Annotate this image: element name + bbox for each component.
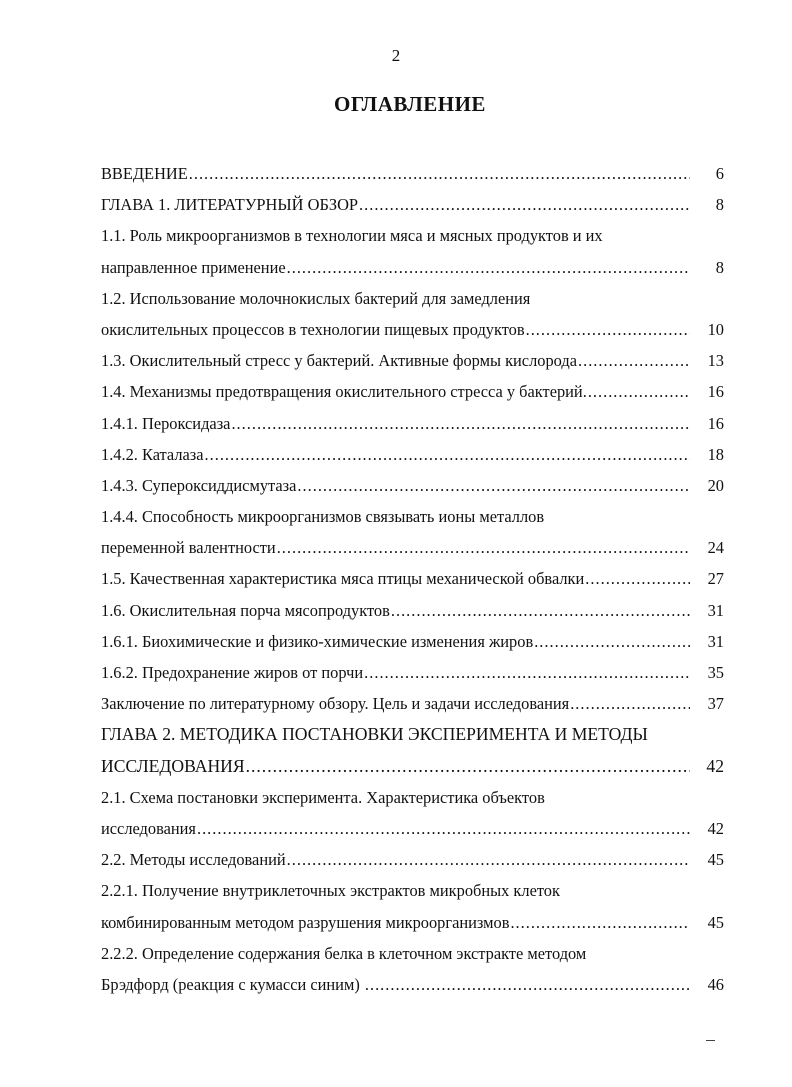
toc-entry-line [101,532,724,563]
toc-entry-text: комбинированным методом разрушения микроорганизмов [101,912,510,932]
toc-page-number: 6 [715,164,724,183]
toc-leader-dots [287,252,690,283]
toc-entry-line [101,220,724,251]
toc-entry-line [101,657,724,688]
toc-leader-dots [534,626,690,657]
toc-entry-text: 2.2.1. Получение внутриклеточных экстрактов микробных клеток [101,881,560,901]
page-title: ОГЛАВЛЕНИЕ [334,92,486,116]
toc-page-number: 18 [707,444,724,464]
toc-page-number: 46 [707,974,724,994]
toc-page-number: 35 [707,663,724,682]
toc-entry-text: 1.6. Окислительная порча мясопродуктов [101,600,390,620]
toc-entry-line [101,969,724,1000]
toc-entry-text: 1.1. Роль микроорганизмов в технологии мяса и мясных продуктов и их [101,226,603,246]
toc-entry-text: 1.4.2. Каталаза [101,444,204,464]
toc-page-number: 16 [707,413,724,433]
toc-leader-dots [391,595,690,626]
toc-entry-line [101,875,724,906]
toc-leader-dots [197,813,690,844]
toc-page-number: 20 [707,475,724,495]
toc-entry-text: 1.4.3. Супероксиддисмутаза [101,475,297,495]
toc-entry-line [101,595,724,626]
toc-entry-line [101,408,724,439]
toc-page-number: 24 [707,538,724,558]
toc-entry-line [101,907,724,938]
toc-leader-dots [570,688,690,719]
toc-entry-line [101,470,724,501]
toc-leader-dots [365,969,690,1000]
toc-page-number: 8 [715,195,724,215]
toc-entry-line [101,189,724,220]
toc-page-number: 42 [707,818,724,838]
toc-entry-line [101,252,724,283]
toc-entry-line [101,626,724,657]
toc-entry-text: ВВЕДЕНИЕ [101,164,188,183]
toc-page-number: 13 [707,351,724,371]
toc-page-number: 27 [707,569,724,589]
toc-entry-text: 1.6.2. Предохранение жиров от порчи [101,663,364,682]
toc-entry-text: 1.5. Качественная характеристика мяса птицы механической обвалки [101,569,585,589]
toc-entry-line [101,345,724,376]
toc-entry-text: 1.2. Использование молочнокислых бактерий для замедления [101,288,531,308]
table-of-contents [101,158,724,1000]
toc-leader-dots [578,345,690,376]
toc-entry-line [101,314,724,345]
toc-page-number: 31 [707,631,724,651]
toc-leader-dots [287,844,690,875]
toc-entry-line [101,813,724,844]
toc-leader-dots [231,408,690,439]
toc-entry-text: 1.4. Механизмы предотвращения окислительного стресса у бактерий. [101,382,587,402]
toc-entry-text: 2.1. Схема постановки эксперимента. Характеристика объектов [101,787,545,807]
toc-entry-text: 1.4.1. Пероксидаза [101,413,231,433]
toc-entry-text: Заключение по литературному обзору. Цель и задачи исследования [101,694,570,714]
toc-entry-line [101,376,724,407]
toc-entry-line [101,751,724,782]
toc-page-number: 8 [715,257,724,277]
toc-entry-line [101,938,724,969]
toc-entry-text: исследования [101,818,196,838]
toc-page-number: 16 [707,382,724,402]
toc-leader-dots [526,314,690,345]
toc-entry-line [101,688,724,719]
toc-entry-text: направленное применение [101,257,286,277]
toc-entry-line [101,501,724,532]
toc-leader-dots [246,751,690,782]
page-number: 2 [391,46,401,65]
toc-entry-line [101,719,724,750]
toc-page-number: 10 [707,319,724,339]
toc-entry-line [101,158,724,189]
toc-entry-text: 1.3. Окислительный стресс у бактерий. Активные формы кислорода [101,351,577,371]
toc-entry-line [101,439,724,470]
toc-leader-dots [585,563,690,594]
toc-leader-dots [588,376,690,407]
toc-leader-dots [359,189,690,220]
toc-entry-text: ГЛАВА 2. МЕТОДИКА ПОСТАНОВКИ ЭКСПЕРИМЕНТА И МЕТОДЫ [101,724,648,745]
toc-page-number: 31 [707,600,724,620]
toc-entry-text: окислительных процессов в технологии пищевых продуктов [101,319,525,339]
toc-page-number: 37 [707,694,724,714]
toc-entry-text: Брэдфорд (реакция с кумасси синим) [101,974,364,994]
toc-entry-text: 2.2.2. Определение содержания белка в клеточном экстракте методом [101,943,587,963]
toc-entry-text: 1.4.4. Способность микроорганизмов связывать ионы металлов [101,507,545,527]
toc-page-number: 42 [706,755,724,776]
toc-page-number: 45 [707,912,724,932]
toc-entry-line [101,283,724,314]
toc-entry-line [101,563,724,594]
corner-mark [706,1040,715,1041]
toc-leader-dots [364,657,690,688]
toc-entry-line [101,782,724,813]
toc-entry-text: ИССЛЕДОВАНИЯ [101,755,245,776]
toc-entry-text: 2.2. Методы исследований [101,850,286,870]
toc-leader-dots [205,439,690,470]
toc-entry-line [101,844,724,875]
toc-entry-text: 1.6.1. Биохимические и физико-химические изменения жиров [101,631,534,651]
toc-leader-dots [510,907,690,938]
toc-leader-dots [297,470,690,501]
toc-entry-text: переменной валентности [101,538,276,558]
toc-leader-dots [277,532,690,563]
toc-entry-text: ГЛАВА 1. ЛИТЕРАТУРНЫЙ ОБЗОР [101,195,359,215]
toc-page-number: 45 [707,850,724,870]
toc-leader-dots [189,158,690,189]
